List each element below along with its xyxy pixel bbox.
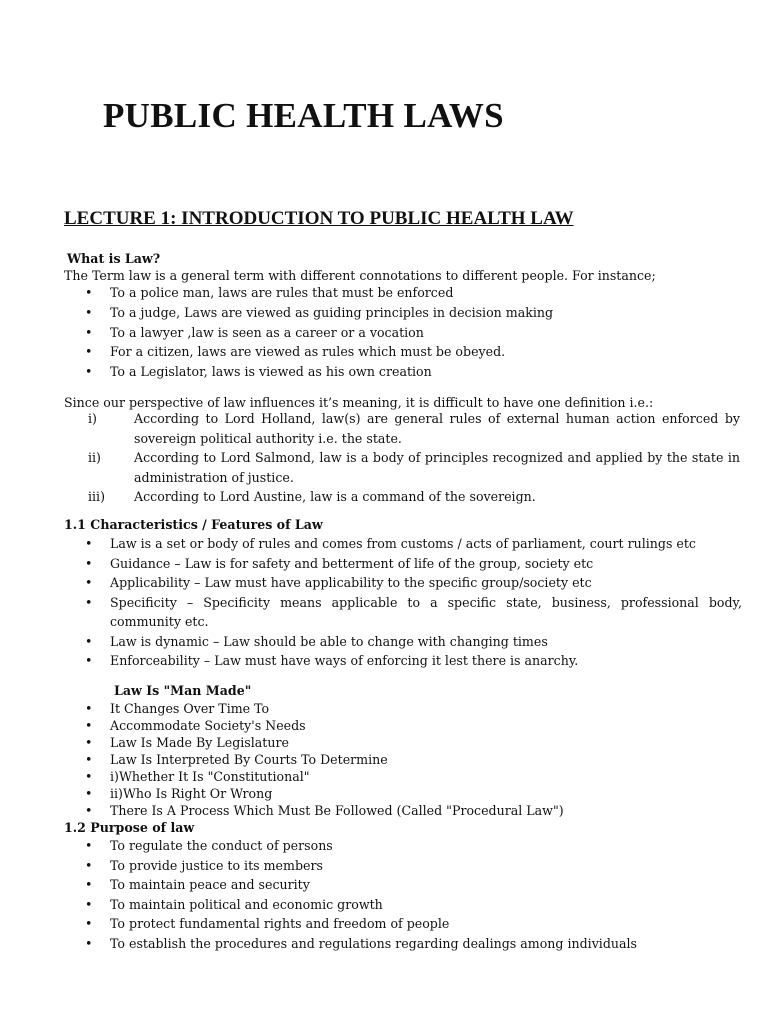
definition-number: iii) — [88, 489, 105, 504]
definition-item — [64, 448, 740, 487]
list-item: • It Changes Over Time To — [64, 700, 744, 717]
list-item: • Law Is Made By Legislature — [64, 734, 744, 751]
lecture-heading: LECTURE 1: INTRODUCTION TO PUBLIC HEALTH LAW — [64, 208, 574, 229]
what-is-law-intro: The Term law is a general term with different connotations to different people. For instance; — [64, 268, 656, 283]
list-item: • To regulate the conduct of persons — [64, 836, 744, 856]
list-item: • Law is dynamic – Law should be able to change with changing times — [64, 632, 742, 652]
definition-item — [64, 487, 740, 507]
list-item: • To maintain peace and security — [64, 875, 744, 895]
man-made-list — [64, 700, 744, 819]
purpose-list — [64, 836, 744, 954]
list-item: • To establish the procedures and regulations regarding dealings among individuals — [64, 934, 744, 954]
list-item: • For a citizen, laws are viewed as rules which must be obeyed. — [64, 342, 744, 362]
list-item: • ii)Who Is Right Or Wrong — [64, 785, 744, 802]
list-item: • There Is A Process Which Must Be Followed (Called "Procedural Law") — [64, 802, 744, 819]
definition-text: According to Lord Holland, law(s) are general rules of external human action enforced by sovereign political authority i.e. the state. — [134, 411, 740, 446]
list-item: • Specificity – Specificity means applicable to a specific state, business, professional body, community etc. — [64, 593, 742, 632]
definition-text: According to Lord Salmond, law is a body of principles recognized and applied by the state in administration of justice. — [134, 450, 740, 485]
list-item: • To maintain political and economic growth — [64, 895, 744, 915]
list-item: • Accommodate Society's Needs — [64, 717, 744, 734]
list-item: • To a Legislator, laws is viewed as his own creation — [64, 362, 744, 382]
definition-number: ii) — [88, 450, 101, 465]
what-is-law-heading: What is Law? — [67, 251, 161, 266]
purpose-heading: 1.2 Purpose of law — [64, 820, 195, 835]
list-item: • To a judge, Laws are viewed as guiding principles in decision making — [64, 303, 744, 323]
definitions-intro: Since our perspective of law influences it’s meaning, it is difficult to have one definition i.e.: — [64, 395, 654, 410]
document-title: PUBLIC HEALTH LAWS — [103, 96, 504, 135]
list-item: • To a police man, laws are rules that must be enforced — [64, 283, 744, 303]
definition-item — [64, 409, 740, 448]
list-item: • To provide justice to its members — [64, 856, 744, 876]
definition-text: According to Lord Austine, law is a command of the sovereign. — [134, 489, 536, 504]
characteristics-heading: 1.1 Characteristics / Features of Law — [64, 517, 323, 532]
list-item: • Law Is Interpreted By Courts To Determine — [64, 751, 744, 768]
what-is-law-list — [64, 283, 744, 382]
man-made-heading: Law Is "Man Made" — [114, 683, 252, 698]
list-item: • Guidance – Law is for safety and betterment of life of the group, society etc — [64, 554, 742, 574]
characteristics-list — [64, 534, 742, 671]
list-item: • Law is a set or body of rules and comes from customs / acts of parliament, court rulings etc — [64, 534, 742, 554]
list-item: • Enforceability – Law must have ways of enforcing it lest there is anarchy. — [64, 651, 742, 671]
definition-number: i) — [88, 411, 97, 426]
list-item: • To protect fundamental rights and freedom of people — [64, 914, 744, 934]
list-item: • Applicability – Law must have applicability to the specific group/society etc — [64, 573, 742, 593]
definitions-list — [64, 409, 740, 507]
list-item: • i)Whether It Is "Constitutional" — [64, 768, 744, 785]
list-item: • To a lawyer ,law is seen as a career or a vocation — [64, 323, 744, 343]
